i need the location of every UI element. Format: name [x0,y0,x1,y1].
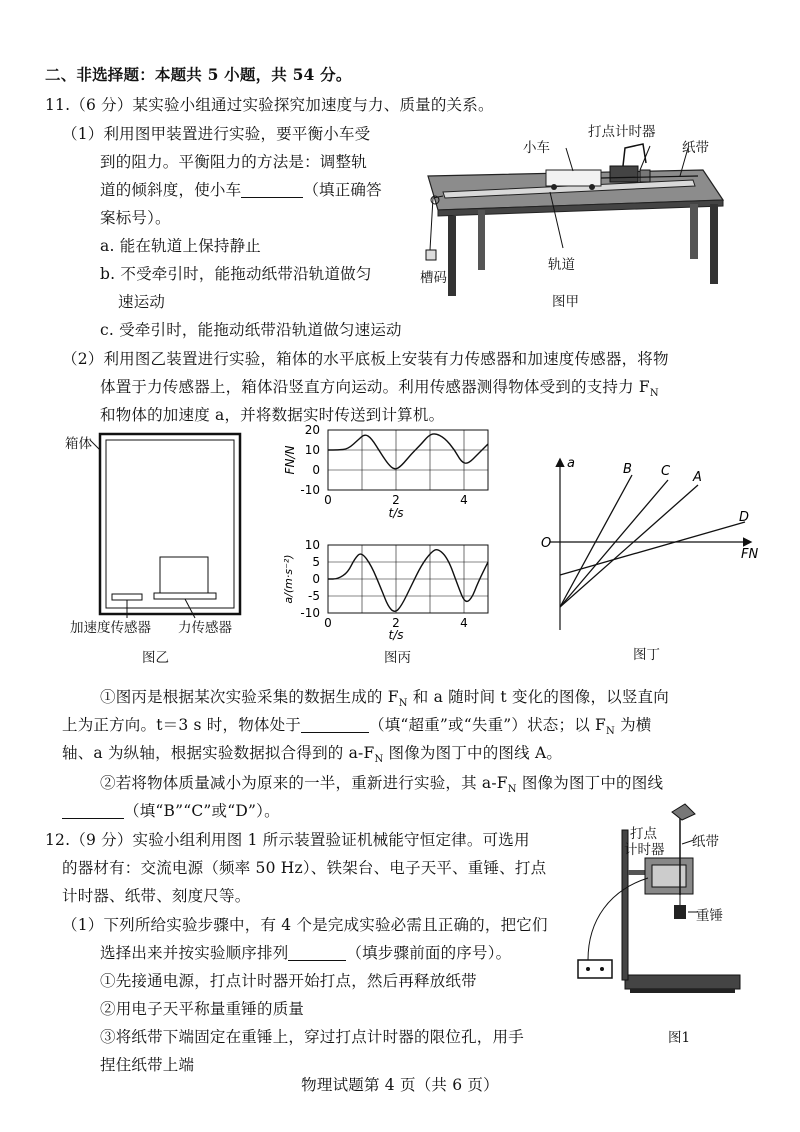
ding-xaxis-label: FN [741,547,759,562]
top-xtick-2: 2 [392,493,400,507]
top-ylabel: FN/N [283,445,297,475]
q12-line2: 的器材有：交流电源（频率 50 Hz）、铁架台、电子天平、重锤、打点 [62,859,547,877]
q11-p1-line3b: （填正确答 [303,181,382,199]
bot-ytick-neg5: -5 [308,589,320,603]
q11-s1-l1b-text: 和 a 随时间 t 变化的图像，以竖直向 [407,688,669,706]
section-heading: 二、非选择题：本题共 5 小题，共 54 分。 [45,65,352,84]
bot-xtick-4: 4 [460,616,468,630]
q11-p2-line2-text: 体置于力传感器上，箱体沿竖直方向运动。利用传感器测得物体受到的支持力 F [100,378,650,396]
q12-option-1: ①先接通电源，打点计时器开始打点，然后再释放纸带 [100,972,477,990]
fig-bing-caption: 图丙 [384,650,411,666]
bot-xlabel: t/s [388,628,404,642]
page-footer: 物理试题第 4 页（共 6 页） [301,1076,499,1094]
a-fn-graph [535,455,770,670]
top-ytick-0: 0 [312,463,320,477]
fig-jia-timer-label: 打点计时器 [588,124,656,140]
top-xtick-4: 4 [460,493,468,507]
q11-s1-l1-sub: N [398,698,408,710]
q11-s1-l2c-text: 为横 [614,716,652,734]
q11-s1-l3-text: 轴、a 为纵轴，根据实验数据拟合得到的 a-F [62,744,375,762]
ding-label-B: B [623,462,632,477]
q11-answer-blank-3[interactable] [62,800,124,819]
q11-p2-line1: （2）利用图乙装置进行实验，箱体的水平底板上安装有力传感器和加速度传感器，将物 [62,350,669,368]
q11-option-c: c. 受牵引时，能拖动纸带沿轨道做匀速运动 [100,321,402,339]
q11-option-b-line1: b. 不受牵引时，能拖动纸带沿轨道做匀 [100,265,372,283]
figure-jia [418,118,738,318]
fig-jia-caption: 图甲 [552,294,579,310]
line-B [560,475,632,607]
q11-p1-line1: （1）利用图甲装置进行实验，要平衡小车受 [62,125,371,143]
fig-jia-cart-label: 小车 [523,140,550,156]
bot-ytick-0: 0 [312,572,320,586]
q11-s1-l2a-text: 上为正方向。t＝3 s 时，物体处于 [62,716,301,734]
q11-s2-line2 [62,798,280,824]
fig1-tape-label: 纸带 [692,834,719,850]
fig-yi-box-label: 箱体 [65,436,92,452]
bot-ytick-5: 5 [312,555,320,569]
q12-p1-line1: （1）下列所给实验步骤中，有 4 个是完成实验必需且正确的，把它们 [62,916,548,934]
q12-line1: 12.（9 分）实验小组利用图 1 所示装置验证机械能守恒定律。可选用 [45,831,530,849]
q11-s2-l1-sub: N [507,784,517,796]
fig-jia-tape-label: 纸带 [682,140,709,156]
figure-1 [570,800,770,1050]
fig-yi-force-sensor-label: 力传感器 [178,620,232,636]
q11-s2-l2-text: （填“B”“C”或“D”）。 [124,802,280,820]
line-A [560,485,698,607]
q11-p1-line2: 到的阻力。平衡阻力的方法是：调整轨 [100,153,367,171]
fig-ding-caption: 图丁 [633,647,660,663]
fig1-caption: 图1 [668,1030,691,1046]
top-ytick-10: 10 [304,443,320,457]
q11-s2-l1-text: ②若将物体质量减小为原来的一半，重新进行实验，其 a-F [100,774,508,792]
ding-label-C: C [661,464,671,479]
bot-xtick-0: 0 [324,616,332,630]
q12-answer-blank[interactable] [288,942,346,961]
q11-title: 11.（6 分）某实验小组通过实验探究加速度与力、质量的关系。 [45,96,494,114]
q11-s2-l1b-text: 图像为图丁中的图线 [516,774,664,792]
figure-ding [535,455,770,670]
top-xtick-0: 0 [324,493,332,507]
ding-yaxis-label: a [567,456,575,471]
q12-p1b-text: 选择出来并按实验顺序排列 [100,944,289,962]
q11-p1-line4: 案标号）。 [100,209,171,227]
fig-yi-caption: 图乙 [142,650,169,666]
ding-label-A: A [693,470,702,485]
top-ytick-20: 20 [304,423,320,437]
q11-s1-l2-sub: N [605,726,615,738]
line-D [560,522,745,575]
fig-jia-weight-label: 槽码 [420,270,447,286]
q11-answer-blank-2[interactable] [301,714,369,733]
top-xlabel: t/s [388,506,404,520]
q11-s1-l3b-text: 图像为图丁中的图线 A。 [383,744,563,762]
q11-option-b-line2: 速运动 [118,293,166,311]
q11-s1-line3 [62,740,562,773]
q12-line3: 计时器、纸带、刻度尺等。 [62,887,251,905]
q12-option-2: ②用电子天平称量重锤的质量 [100,1000,305,1018]
top-ytick-neg10: -10 [300,483,320,497]
q11-p2-line2-sub: N [649,388,659,400]
q12-option-3-line1: ③将纸带下端固定在重锤上，穿过打点计时器的限位孔，用手 [100,1028,524,1046]
fig-jia-track-label: 轨道 [548,257,575,273]
fig1-timer-label-1: 打点 [630,826,657,842]
time-graphs [280,420,500,670]
ding-origin-label: O [541,536,552,551]
q11-p1-line3 [100,177,382,203]
figure-bing [280,420,500,670]
fig-yi-acc-sensor-label: 加速度传感器 [70,620,151,636]
fig1-timer-label-2: 计时器 [624,842,665,858]
q11-option-a: a. 能在轨道上保持静止 [100,237,261,255]
line-C [560,480,668,607]
figure-yi [60,430,260,670]
bot-xtick-2: 2 [392,616,400,630]
q11-s1-l1-text: ①图丙是根据某次实验采集的数据生成的 F [100,688,399,706]
bot-ytick-neg10: -10 [300,606,320,620]
bot-ylabel: a/(m·s⁻²) [282,554,295,604]
q12-p1c-text: （填步骤前面的序号）。 [346,944,512,962]
q11-s1-l2b-text: （填“超重”或“失重”）状态；以 F [369,716,606,734]
bot-ytick-10: 10 [304,538,320,552]
q12-option-3-line2: 捏住纸带上端 [100,1056,195,1074]
q11-p1-line3a: 道的倾斜度，使小车 [100,181,242,199]
q11-s1-l3-sub: N [374,754,384,766]
ding-label-D: D [739,510,750,525]
fig1-weight-label: 重锤 [696,908,723,924]
q12-p1-line2 [100,940,511,966]
q11-answer-blank-1[interactable] [241,179,303,198]
q11-p2-line3: 和物体的加速度 a，并将数据实时传送到计算机。 [100,406,445,424]
stand-apparatus [570,800,770,1050]
